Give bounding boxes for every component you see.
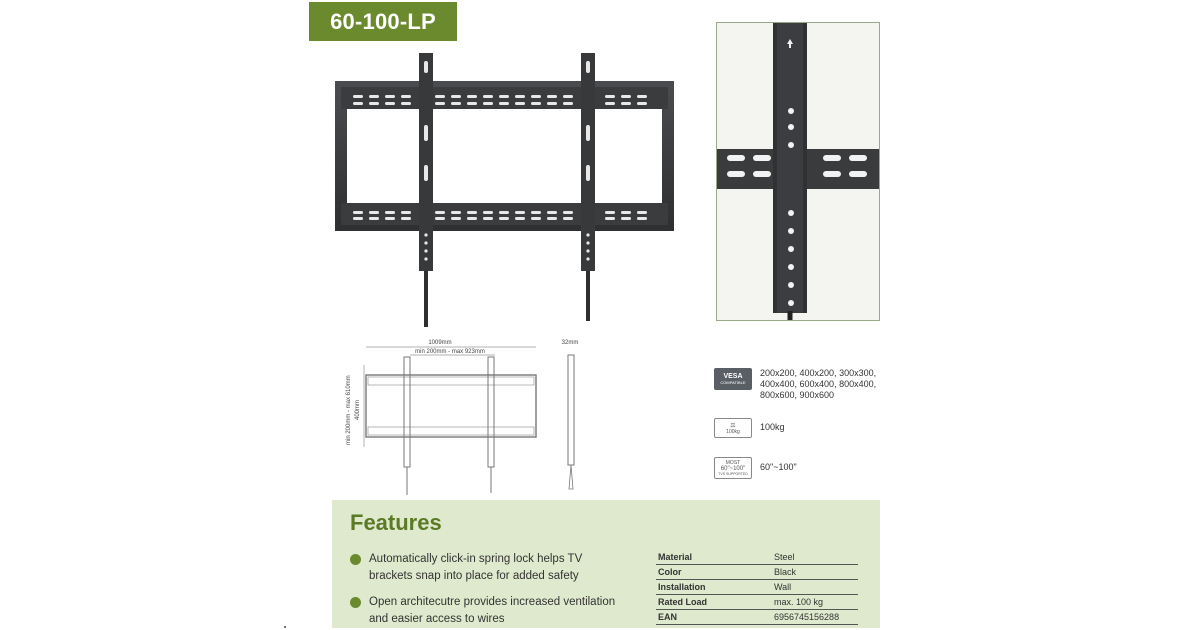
model-badge: 60-100-LP <box>309 2 457 41</box>
dim-depth: 32mm <box>561 340 579 346</box>
closeup-illustration <box>717 23 879 320</box>
feature-item: Open architecutre provides increased ventilation and easier access to wires <box>350 594 625 628</box>
table-row: Rated Load max. 100 kg <box>656 595 858 610</box>
table-row: Color Black <box>656 565 858 580</box>
spec-size <box>714 457 797 479</box>
vesa-text: 200x200, 400x200, 300x300, 400x400, 600x400, 800x400, 800x600, 900x600 <box>760 368 877 400</box>
bullet-icon <box>350 554 361 565</box>
detail-closeup <box>716 22 880 321</box>
spec-table <box>656 550 858 625</box>
bracket-photo <box>335 45 680 340</box>
table-row: Material Steel <box>656 550 858 565</box>
feature-item: Automatically click-in spring lock helps TV brackets snap into place for added safety <box>350 551 625 585</box>
dim-height-range: min 200mm - max 610mm <box>346 375 352 445</box>
bullet-icon <box>350 597 361 608</box>
size-text: 60"~100" <box>760 462 797 472</box>
features-title: Features <box>350 510 442 535</box>
features-panel <box>332 500 880 628</box>
dimension-drawing <box>340 335 590 500</box>
tv-size-icon: MOST 60"~100" TVS SUPPORTED <box>714 457 752 479</box>
load-text: 100kg <box>760 422 785 432</box>
table-row: EAN 6956745156288 <box>656 610 858 625</box>
spec-load <box>714 418 785 438</box>
spec-vesa <box>714 368 910 401</box>
table-row: Installation Wall <box>656 580 858 595</box>
stray-mark <box>284 626 286 628</box>
dim-width-total: 1009mm <box>428 340 452 346</box>
weight-icon: ⚖ 100kg <box>714 418 752 438</box>
vesa-icon: VESA COMPATIBLE <box>714 368 752 390</box>
dim-width-range: min 200mm - max 923mm <box>415 349 485 355</box>
dim-height-inner: 400mm <box>355 399 361 420</box>
